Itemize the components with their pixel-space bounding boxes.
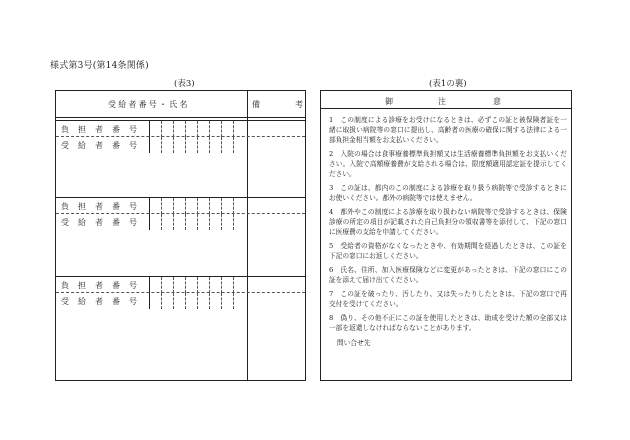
table-row <box>56 197 305 214</box>
notice-panel <box>320 90 572 381</box>
number-cell[interactable] <box>221 137 233 153</box>
contact-label: 問い合せ先 <box>337 339 371 347</box>
number-cell[interactable] <box>149 137 161 153</box>
row-label-char: 号 <box>129 140 137 150</box>
row-label-char: 担 <box>78 124 86 134</box>
header-recipient-name <box>56 91 248 117</box>
number-cells <box>149 121 245 137</box>
number-cell[interactable] <box>197 137 209 153</box>
row-label-char: 受 <box>61 140 69 150</box>
row-label <box>56 121 149 137</box>
number-cell[interactable] <box>161 198 173 214</box>
number-cell[interactable] <box>149 214 161 230</box>
number-cell[interactable] <box>221 277 233 293</box>
table-row <box>56 292 305 309</box>
table-header <box>56 91 305 118</box>
row-label-char: 番 <box>112 296 120 306</box>
notice-header-char-2: 注 <box>438 97 446 106</box>
number-cell[interactable] <box>209 214 221 230</box>
row-label-char: 号 <box>129 124 137 134</box>
number-cell[interactable] <box>221 121 233 137</box>
number-cell[interactable] <box>209 137 221 153</box>
number-cell[interactable] <box>221 293 233 309</box>
number-cell[interactable] <box>185 137 197 153</box>
notice-list <box>329 115 567 337</box>
number-cell[interactable] <box>233 121 245 137</box>
row-label-char: 負 <box>61 201 69 211</box>
number-cell[interactable] <box>149 198 161 214</box>
number-cell[interactable] <box>149 277 161 293</box>
row-label-char: 者 <box>95 140 103 150</box>
number-cell[interactable] <box>185 277 197 293</box>
row-label <box>56 277 149 293</box>
row-label-char: 受 <box>61 296 69 306</box>
number-cell[interactable] <box>161 137 173 153</box>
notice-header-char-1: 御 <box>385 97 393 106</box>
number-cell[interactable] <box>173 137 185 153</box>
number-cell[interactable] <box>209 121 221 137</box>
right-panel-title: (表1の裏) <box>429 79 467 89</box>
recipient-number-table <box>55 90 306 381</box>
number-cell[interactable] <box>173 198 185 214</box>
row-label-char: 番 <box>112 201 120 211</box>
number-cell[interactable] <box>161 293 173 309</box>
header-remarks-char-2: 考 <box>295 100 303 109</box>
number-cell[interactable] <box>233 214 245 230</box>
number-cells <box>149 214 245 230</box>
row-label <box>56 198 149 214</box>
form-number-label: 様式第3号(第14条関係) <box>50 61 149 71</box>
notice-item: 3 この証は、都内のこの制度による診療を取り扱う病院等で受診するときにお使いください。都外の病院等では使えません。 <box>329 184 567 202</box>
row-label <box>56 293 149 309</box>
row-label <box>56 214 149 230</box>
row-label-char: 号 <box>129 217 137 227</box>
number-cell[interactable] <box>149 293 161 309</box>
row-label <box>56 137 149 153</box>
notice-item: 8 偽り、その他不正にこの証を使用したときは、助成を受けた額の全部又は一部を返還しなければならないことがあります。 <box>329 314 567 332</box>
row-label-char: 番 <box>112 217 120 227</box>
row-label-char: 番 <box>112 140 120 150</box>
number-cell[interactable] <box>197 277 209 293</box>
number-cell[interactable] <box>233 137 245 153</box>
row-label-char: 担 <box>78 201 86 211</box>
number-cell[interactable] <box>173 214 185 230</box>
row-label-char: 号 <box>129 296 137 306</box>
remarks-divider <box>247 117 248 380</box>
row-label-char: 者 <box>95 217 103 227</box>
number-cell[interactable] <box>185 198 197 214</box>
number-cell[interactable] <box>221 214 233 230</box>
table-row <box>56 213 305 230</box>
number-cell[interactable] <box>233 293 245 309</box>
row-label-char: 者 <box>95 124 103 134</box>
number-cell[interactable] <box>185 214 197 230</box>
row-label-char: 番 <box>112 124 120 134</box>
row-label-char: 担 <box>78 280 86 290</box>
header-remarks-char-1: 備 <box>252 100 260 109</box>
number-cell[interactable] <box>161 277 173 293</box>
row-label-char: 負 <box>61 280 69 290</box>
number-cell[interactable] <box>173 293 185 309</box>
number-cell[interactable] <box>209 198 221 214</box>
row-label-char: 号 <box>129 201 137 211</box>
notice-header-char-3: 意 <box>493 97 501 106</box>
number-cell[interactable] <box>209 277 221 293</box>
table-row <box>56 276 305 293</box>
notice-item: 5 受給者の資格がなくなったときや、有効期間を経過したときは、この証を下記の窓口にお返しください。 <box>329 242 567 260</box>
notice-item: 4 都外やこの制度による診療を取り扱わない病院等で受診するときは、保険診療の所定の項目が記載された自己負担分の領収書等を添付して、下記の窓口に医療費の支給を申請してください。 <box>329 208 567 236</box>
notice-item: 7 この証を破ったり、汚したり、又は失ったりしたときは、下記の窓口で再交付を受けてください。 <box>329 290 567 308</box>
row-label-char: 負 <box>61 124 69 134</box>
notice-item: 2 入院の場合は食事療養標準負担額又は生活療養標準負担額をお支払いください。入院で高額療養費が支給される場合は、限度額適用認定証を提示してください。 <box>329 150 567 178</box>
number-cells <box>149 277 245 293</box>
table-row <box>56 120 305 137</box>
number-cell[interactable] <box>233 277 245 293</box>
number-cell[interactable] <box>161 214 173 230</box>
row-label-char: 番 <box>112 280 120 290</box>
number-cell[interactable] <box>233 198 245 214</box>
number-cell[interactable] <box>161 121 173 137</box>
number-cell[interactable] <box>197 198 209 214</box>
row-label-char: 者 <box>95 280 103 290</box>
row-label-char: 者 <box>95 201 103 211</box>
row-label-char: 給 <box>78 140 86 150</box>
number-cell[interactable] <box>173 121 185 137</box>
number-cell[interactable] <box>185 121 197 137</box>
row-label-char: 号 <box>129 280 137 290</box>
number-cell[interactable] <box>209 293 221 309</box>
left-panel-title: (表3) <box>174 79 195 89</box>
number-cells <box>149 137 245 153</box>
number-cell[interactable] <box>197 121 209 137</box>
notice-header <box>321 91 571 109</box>
number-cells <box>149 198 245 214</box>
number-cells <box>149 293 245 309</box>
header-recipient-label: 受給者番号・氏名 <box>108 100 190 109</box>
number-cell[interactable] <box>173 277 185 293</box>
notice-item: 6 氏名、住所、加入医療保険などに変更があったときは、下記の窓口にこの証を添えて届け出てください。 <box>329 266 567 284</box>
table-row <box>56 136 305 153</box>
number-cell[interactable] <box>197 293 209 309</box>
number-cell[interactable] <box>149 121 161 137</box>
row-label-char: 者 <box>95 296 103 306</box>
row-label-char: 受 <box>61 217 69 227</box>
number-cell[interactable] <box>197 214 209 230</box>
number-cell[interactable] <box>185 293 197 309</box>
number-cell[interactable] <box>221 198 233 214</box>
row-label-char: 給 <box>78 217 86 227</box>
row-label-char: 給 <box>78 296 86 306</box>
notice-item: 1 この制度による診療をお受けになるときは、必ずこの証と被保険者証を一緒に取扱い病院等の窓口に提出し、高齢者の医療の確保に関する法律による一部負担金相当額をお支払いください。 <box>329 116 567 144</box>
